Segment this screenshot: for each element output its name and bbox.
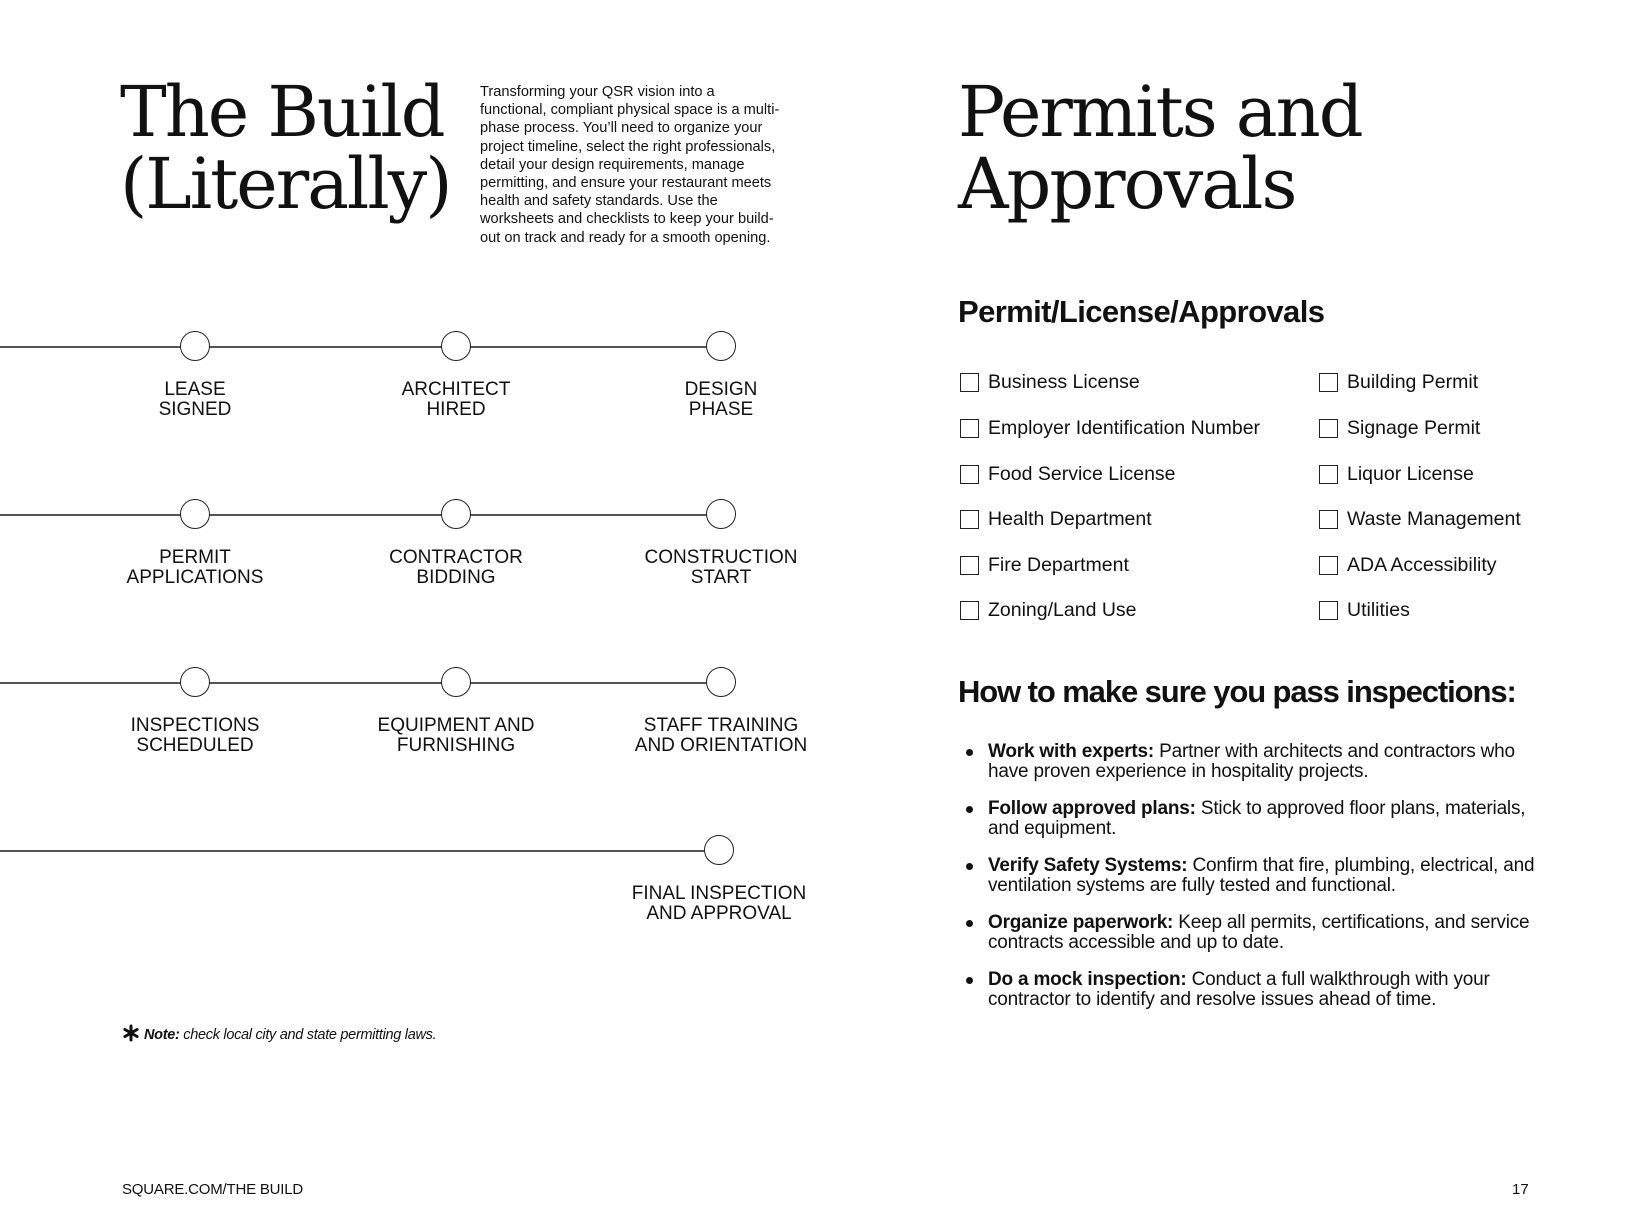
checkbox[interactable]	[1319, 556, 1338, 575]
timeline-label-line: AND ORIENTATION	[634, 735, 808, 756]
tip-text: Partner with architects and contractors who have proven experience in hospitality projects.	[988, 741, 1515, 782]
timeline-node	[441, 331, 471, 361]
timeline-label-line: START	[690, 567, 752, 588]
checkbox[interactable]	[960, 373, 979, 392]
checklist-item[interactable]	[1319, 554, 1497, 577]
timeline-label	[611, 380, 831, 420]
left-page-title	[120, 71, 451, 225]
checkbox[interactable]	[1319, 419, 1338, 438]
timeline-node	[180, 331, 210, 361]
checklist-label: Utilities	[1347, 599, 1410, 621]
timeline-label-line: PHASE	[688, 399, 754, 420]
asterisk-icon	[122, 1024, 140, 1042]
inspection-tips-list	[958, 742, 1558, 1027]
timeline-label	[85, 716, 305, 756]
checklist-item[interactable]	[960, 599, 1137, 622]
timeline-label-line: INSPECTIONS	[130, 715, 260, 736]
timeline-label-line: CONTRACTOR	[389, 547, 523, 568]
timeline-node	[441, 499, 471, 529]
timeline-label-line: ARCHITECT	[401, 379, 511, 400]
timeline-label	[346, 380, 566, 420]
timeline-label-line: APPLICATIONS	[126, 567, 264, 588]
tip-label: Follow approved plans:	[988, 798, 1196, 819]
timeline-line-2	[0, 514, 720, 516]
timeline-label-line: LEASE	[164, 379, 226, 400]
checklist-label: Business License	[988, 371, 1140, 393]
tip-text: Stick to approved floor plans, materials, and equipment.	[988, 798, 1526, 839]
permitting-note	[122, 1024, 436, 1043]
checklist-label: Health Department	[988, 508, 1152, 530]
timeline-node	[706, 331, 736, 361]
checkbox[interactable]	[960, 556, 979, 575]
timeline-line-4	[0, 850, 720, 852]
checklist-label: Food Service License	[988, 463, 1176, 485]
bullet-icon	[966, 977, 973, 984]
checklist-item[interactable]	[1319, 508, 1521, 531]
right-page-title	[958, 71, 1362, 225]
timeline-node	[706, 499, 736, 529]
timeline-label	[346, 548, 566, 588]
checklist-label: Signage Permit	[1347, 417, 1481, 439]
checkbox[interactable]	[960, 601, 979, 620]
bullet-icon	[966, 920, 973, 927]
checkbox[interactable]	[960, 510, 979, 529]
footer-url: SQUARE.COM/THE BUILD	[122, 1181, 304, 1198]
timeline-label-line: FINAL INSPECTION	[631, 883, 807, 904]
timeline-label-line: SIGNED	[158, 399, 232, 420]
timeline-node	[704, 835, 734, 865]
checkbox[interactable]	[1319, 601, 1338, 620]
page-number: 17	[1512, 1181, 1529, 1198]
checkbox[interactable]	[960, 465, 979, 484]
checklist-item[interactable]	[960, 371, 1140, 394]
bullet-icon	[966, 749, 973, 756]
timeline-label-line: DESIGN	[684, 379, 758, 400]
timeline-label-line: PERMIT	[159, 547, 231, 568]
timeline-label	[611, 716, 831, 756]
timeline-node	[706, 667, 736, 697]
tip-text: Keep all permits, certifications, and service contracts accessible and up to date.	[988, 912, 1530, 953]
checklist-item[interactable]	[960, 508, 1152, 531]
timeline-node	[180, 667, 210, 697]
timeline-line-3	[0, 682, 720, 684]
checklist-label: Building Permit	[1347, 371, 1479, 393]
bullet-icon	[966, 806, 973, 813]
intro-paragraph: Transforming your QSR vision into a functional, compliant physical space is a multi-phase process. You’ll need to organize your project timeline, select the right professionals, detail your design requirements, manage permitting, and ensure your restaurant meets health and safety standards. Use the worksheets and checklists to keep your build-out on track and ready for a smooth opening.	[480, 84, 780, 246]
tip-text: Confirm that fire, plumbing, electrical, and ventilation systems are fully tested and functional.	[988, 855, 1535, 896]
timeline-label-line: BIDDING	[416, 567, 496, 588]
list-item	[958, 856, 1558, 896]
checklist-item[interactable]	[960, 554, 1129, 577]
timeline-label	[611, 548, 831, 588]
bullet-icon	[966, 863, 973, 870]
timeline-node	[441, 667, 471, 697]
checklist-label: Waste Management	[1347, 508, 1521, 530]
list-item	[958, 742, 1558, 782]
timeline-label-line: STAFF TRAINING	[643, 715, 799, 736]
tip-label: Work with experts:	[988, 741, 1155, 762]
tip-text: Conduct a full walkthrough with your contractor to identify and resolve issues ahead of time.	[988, 969, 1490, 1010]
list-item	[958, 799, 1558, 839]
right-title-line: Permits and	[958, 71, 1362, 153]
timeline-label-line: SCHEDULED	[136, 735, 254, 756]
inspections-heading: How to make sure you pass inspections:	[958, 674, 1516, 709]
left-title-line: (Literally)	[120, 143, 451, 225]
checklist-item[interactable]	[1319, 599, 1410, 622]
checklist-label: ADA Accessibility	[1347, 554, 1497, 576]
checkbox[interactable]	[1319, 465, 1338, 484]
checklist-item[interactable]	[960, 463, 1176, 486]
timeline-label	[609, 884, 829, 924]
timeline-label-line: EQUIPMENT AND	[377, 715, 535, 736]
checkbox[interactable]	[1319, 373, 1338, 392]
right-title-line: Approvals	[958, 143, 1296, 225]
timeline-node	[180, 499, 210, 529]
timeline-label-line: HIRED	[426, 399, 486, 420]
checklist-item[interactable]	[960, 417, 1260, 440]
timeline-label	[346, 716, 566, 756]
timeline-label-line: AND APPROVAL	[646, 903, 792, 924]
checklist-label: Zoning/Land Use	[988, 599, 1137, 621]
checkbox[interactable]	[1319, 510, 1338, 529]
tip-label: Organize paperwork:	[988, 912, 1174, 933]
checklist-label: Fire Department	[988, 554, 1129, 576]
permits-heading: Permit/License/Approvals	[958, 294, 1325, 329]
left-title-line: The Build	[120, 71, 444, 153]
checkbox[interactable]	[960, 419, 979, 438]
checklist-item[interactable]	[1319, 371, 1478, 394]
timeline-line-1	[0, 346, 720, 348]
checklist-item[interactable]	[1319, 463, 1474, 486]
tip-label: Verify Safety Systems:	[988, 855, 1188, 876]
list-item	[958, 970, 1558, 1010]
timeline-label-line: CONSTRUCTION	[644, 547, 798, 568]
checklist-label: Liquor License	[1347, 463, 1474, 485]
checklist-item[interactable]	[1319, 417, 1480, 440]
note-label: Note:	[144, 1027, 180, 1043]
timeline-label	[85, 380, 305, 420]
note-text: check local city and state permitting laws.	[179, 1027, 437, 1043]
tip-label: Do a mock inspection:	[988, 969, 1187, 990]
list-item	[958, 913, 1558, 953]
timeline-label-line: FURNISHING	[396, 735, 516, 756]
checklist-label: Employer Identification Number	[988, 417, 1261, 439]
timeline-label	[85, 548, 305, 588]
